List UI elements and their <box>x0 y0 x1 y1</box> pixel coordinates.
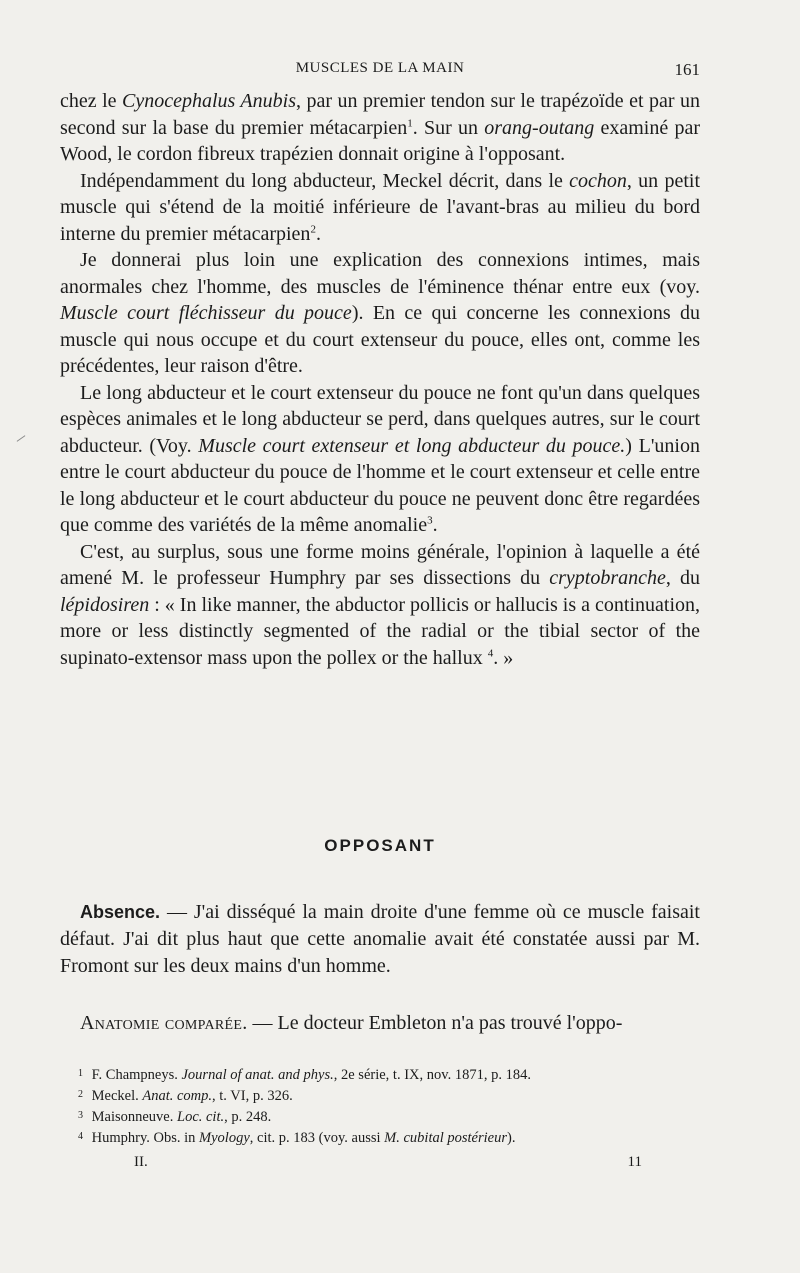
signature-mark: 11 <box>627 1154 642 1170</box>
footnote-ref: 2 <box>310 222 316 235</box>
footnote-ref: 4 <box>487 646 494 659</box>
footnotes <box>78 1064 698 1148</box>
page-header <box>60 60 700 84</box>
margin-mark <box>17 435 26 442</box>
section-heading: OPPOSANT <box>324 836 436 855</box>
footnote-4: 4 Humphry. Obs. in Myology, cit. p. 183 (voy. aussi M. cubital postérieur). <box>78 1130 516 1146</box>
footnote-ref: 1 <box>407 116 413 129</box>
comparative-anatomy-label: Anatomie comparée. <box>80 1012 248 1034</box>
footnote-3: 3 Maisonneuve. Loc. cit., p. 248. <box>78 1109 272 1125</box>
printer-signature <box>134 1154 642 1174</box>
paragraph-2: Indépendamment du long abducteur, Meckel décrit, dans le cochon, un petit muscle qui s'étend de la moitié inférieure de l'avant-bras au milieu du bord interne du premier métacarpien$^2$. <box>60 169 700 245</box>
paragraph-1: chez le Cynocephalus Anubis, par un premier tendon sur le trapézoïde et par un second sur la base du premier métacarpien$^1$. Sur un orang-outang examiné par Wood, le cordon fibreux trapézien donnait origine à l'opposant. <box>60 90 700 165</box>
absence-section <box>60 899 700 980</box>
footnote-1: 1 F. Champneys. Journal of anat. and phys., 2e série, t. IX, nov. 1871, p. 184. <box>78 1067 531 1083</box>
running-head: MUSCLES DE LA MAIN <box>295 60 465 76</box>
footnote-ref: 3 <box>427 514 433 527</box>
paragraph-4: Le long abducteur et le court extenseur du pouce ne font qu'un dans quelques espèces animales et le long abducteur se perd, dans quelques autres, sur le court abducteur. (Voy. Muscle court extenseur et long abducteur du pouce.) L'union entre le court abducteur du pouce de l'homme et le court extenseur et celle entre le long abducteur et le court abducteur du pouce ne peuvent donc être regardées que comme des variétés de la même anomalie$^3$. <box>60 381 700 536</box>
page-number: 161 <box>674 60 700 79</box>
paragraph-5: C'est, au surplus, sous une forme moins générale, l'opinion à laquelle a été amené M. le professeur Humphry par ses dissections du cryptobranche, du lépidosiren : « In like manner, the abductor pollicis or hallucis is a continuation, more or less distinctly segmented of the radial or the tibial sector of the supinato-extensor mass upon the pollex or the hallux $^4$. » <box>60 540 700 669</box>
body-text <box>60 88 700 671</box>
absence-label: Absence. <box>80 902 161 922</box>
footnote-2: 2 Meckel. Anat. comp., t. VI, p. 326. <box>78 1088 293 1104</box>
paragraph-3: Je donnerai plus loin une explication des connexions intimes, mais anormales chez l'homme, des muscles de l'éminence thénar entre eux (voy. Muscle court fléchisseur du pouce). En ce qui concerne les connexions du muscle qui nous occupe et du court extenseur du pouce, elles ont, comme les précédentes, leur raison d'être. <box>60 249 700 377</box>
comparative-anatomy-section <box>60 1010 700 1037</box>
volume-mark: II. <box>134 1154 148 1170</box>
comparative-anatomy-paragraph: Anatomie comparée. — Le docteur Embleton n'a pas trouvé l'oppo- <box>80 1012 623 1034</box>
absence-paragraph: Absence. — J'ai disséqué la main droite d'une femme où ce muscle faisait défaut. J'ai dit plus haut que cette anomalie avait été constatée aussi par M. Fromont sur les deux mains d'un homme. <box>60 901 700 977</box>
